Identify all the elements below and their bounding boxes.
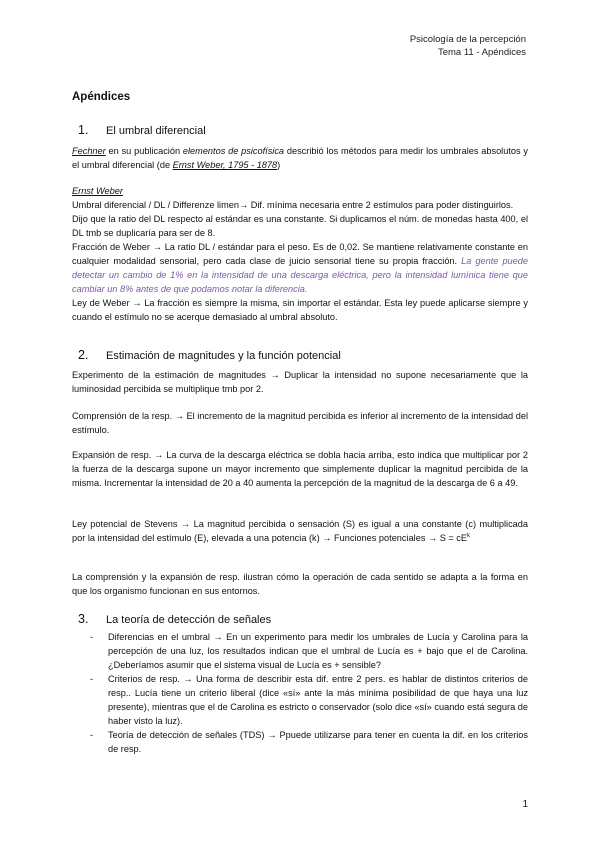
section-title: Estimación de magnitudes y la función potencial <box>106 350 341 362</box>
section-number: 1. <box>78 123 89 137</box>
stevens-law: Ley potencial de Stevens → La magnitud percibida o sensación (S) es igual a una constante (c) multiplicada por la intensidad del estímulo (E), elevada a una potencia (k) → Funciones potenciales → $S = cE^k$ <box>72 519 528 543</box>
section-number: 3. <box>78 612 89 626</box>
list-item: - Teoría de detección de señales (TDS) → Ppuede utilizarse para tener en cuenta la dif. en los criterios de resp. <box>90 730 528 754</box>
response-expansion: Expansión de resp. → La curva de la descarga eléctrica se dobla hacia arriba, esto indica que multiplicar por 2 la fuerza de la descarga supone un mayor incremento que simplemente duplicar la magnitud percibida de la misma. Incrementar la intensidad de 20 a 40 aumenta la percepción de la magnitud de la descarga de 6 a 49. <box>72 450 528 488</box>
weber-definition: Umbral diferencial / DL / Differenze limen→ Dif. mínima necesaria entre 2 estímulos para poder distinguirlos. <box>72 200 514 210</box>
section-title: La teoría de detección de señales <box>106 614 272 626</box>
weber-block <box>72 184 528 324</box>
section-title: El umbral diferencial <box>106 125 206 137</box>
page-number: 1 <box>522 799 528 810</box>
weber-law: Ley de Weber → La fracción es siempre la misma, sin importar el estándar. Esta ley puede aplicarse siempre y cuando el estímulo no se acerque demasiado al umbral absoluto. <box>72 298 528 322</box>
weber-ratio: Dijo que la ratio del DL respecto al estándar es una constante. Si duplicamos el núm. de monedas hasta 400, el DL tmb se duplicaría para ser de 8. <box>72 214 528 238</box>
magnitude-experiment: Experimento de la estimación de magnitudes → Duplicar la intensidad no supone necesariamente que la luminosidad percibida se multiplique tmb por 2. <box>72 370 528 394</box>
section-heading-umbral <box>78 123 206 137</box>
fechner-paragraph: Fechner en su publicación elementos de psicofísica describió los métodos para medir los umbrales absolutos y el umbral diferencial (de Ernst Weber, 1795 - 1878) <box>72 146 528 170</box>
section-number: 2. <box>78 348 89 362</box>
response-compression: Comprensión de la resp. → El incremento de la magnitud percibida es inferior al incremento de la intensidad del estímulo. <box>72 411 528 435</box>
document-title: Apéndices <box>72 91 131 103</box>
compression-expansion-summary: La comprensión y la expansión de resp. ilustran cómo la operación de cada sentido se adapta a la forma en que los organismo funcionan en sus entornos. <box>72 572 528 596</box>
header-topic: Tema 11 - Apéndices <box>437 47 526 58</box>
weber-reference: Ernst Weber, 1795 - 1878 <box>172 160 278 170</box>
section-heading-detection <box>78 612 271 626</box>
page-header <box>410 33 526 59</box>
weber-fraction-note: La gente puede detectar un cambio de 1% en la intensidad de una descarga eléctrica, pero la intensidad lumínica tiene que cambiar un 8% antes de que podamos notar la diferencia. <box>72 256 529 294</box>
section-heading-magnitudes <box>78 348 341 362</box>
book-title: elementos de psicofísica <box>182 146 285 156</box>
detection-bullet-list <box>72 630 528 756</box>
fechner-name: Fechner <box>72 146 106 156</box>
exponent: k <box>467 532 471 539</box>
list-item: - Diferencias en el umbral → En un experimento para medir los umbrales de Lucía y Carolina para la percepción de una luz, los resultados indican que el umbral de Lucía es + bajo que el de Carolina. ¿Deberíamos asumir que el sistema visual de Lucía es + sensible? <box>90 632 528 670</box>
weber-fraction: Fracción de Weber → La ratio DL / estándar para el peso. Es de 0,02. Se mantiene relativamente constante en cualquier modalidad sensorial, pero cada clase de juicio sensorial tiene su propia fracción. La gente puede detectar un cambio de 1% en la intensidad de una descarga eléctrica, pero la intensidad lumínica tiene que cambiar un 8% antes de que podamos notar la diferencia. <box>72 242 529 294</box>
header-course: Psicología de la percepción <box>409 34 526 45</box>
list-item: - Criterios de resp. → Una forma de describir esta dif. entre 2 pers. es hablar de distintos criterios de resp.. Lucía tiene un criterio liberal (dice «sí» ante la más mínima posibilidad de que haya una luz presente), mientras que el de Carolina es estricto o conservador (solo dice «sí» cuando está segura de haber visto la luz). <box>90 674 528 726</box>
weber-heading: Ernst Weber <box>72 186 123 196</box>
